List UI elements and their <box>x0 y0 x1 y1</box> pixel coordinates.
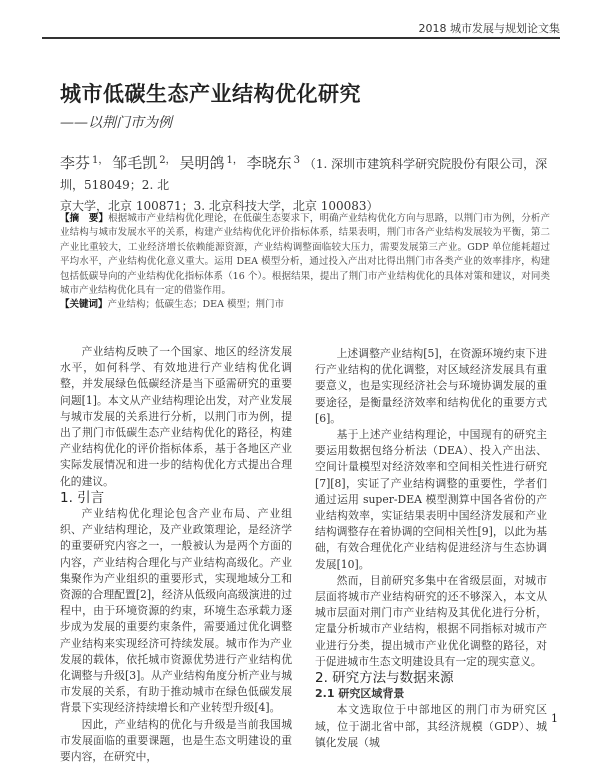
body-paragraph: 基于上述产业结构理论，中国现有的研究主要运用数据包络分析法（DEA）、投入产出法、空间计量模型对经济效率和空间相关性进行研究[7][8]，实证了产业结构调整的重要性，学者们通过运用 super-DEA 模型测算中国各省份的产业结构效率，实证结果表明中国经济发展和产业结构调整存在着协调的空间相关性[9]，以此为基础，有效合理优化产业结构促进经济与生态协调发展[10]。 <box>315 428 547 571</box>
affiliation-line-1: （1. 深圳市建筑科学研究院股份有限公司，深圳，518049；2. 北 <box>60 157 548 192</box>
author-sup: 1， <box>92 155 109 166</box>
author-name: 李晓东 <box>246 154 292 172</box>
abstract-label: 【摘 要】 <box>60 213 109 224</box>
author-sup: 1， <box>226 155 243 166</box>
page-number: 1 <box>551 712 558 725</box>
author-name: 邹毛凯 <box>112 154 158 172</box>
keywords-text: 产业结构；低碳生态；DEA 模型；荆门市 <box>107 299 284 311</box>
author-name: 李芬 <box>60 154 91 172</box>
author-block <box>60 150 550 217</box>
header-rule <box>42 37 560 39</box>
body-paragraph: 上述调整产业结构[5]，在资源环境约束下进行产业结构的优化调整，对区域经济发展具有重要意义，也是实现经济社会与环境协调发展的重要途径，是衡量经济效率和结构优化的重要方式[6]。 <box>315 347 547 425</box>
paper-title: 城市低碳生态产业结构优化研究 <box>60 82 361 106</box>
subsection-heading: 2.1 研究区域背景 <box>315 687 405 701</box>
right-column <box>315 346 547 751</box>
section-heading: 1. 引言 <box>60 489 105 506</box>
paper-subtitle: ——以荆门市为例 <box>60 115 172 131</box>
section-heading: 2. 研究方法与数据来源 <box>315 670 454 687</box>
body-paragraph: 本文选取位于中部地区的荆门市为研究区域，位于湖北省中部，其经济规模（GDP）、城镇化发展（城 <box>315 703 547 749</box>
body-paragraph: 然而，目前研究多集中在省级层面，对城市层面将城市产业结构研究的还不够深入，本文从城市层面对荆门市产业结构及其优化进行分析，定量分析城市产业结构，根据不同指标对城市产业进行分类，提出城市产业优化调整的路径，对于促进城市生态文明建设具有一定的现实意义。 <box>315 573 547 668</box>
abstract-block <box>60 212 550 313</box>
author-sup: 2， <box>159 155 176 166</box>
abstract-text: 根据城市产业结构优化理论，在低碳生态要求下，明确产业结构优化方向与思路，以荆门市为例，分析产业结构与城市发展水平的关系，构建产业结构优化评价指标体系，结果表明，荆门市各产业结构发展较为平衡，第二产业比重较大，工业经济增长依赖能源资源，产业结构调整面临较大压力，需要发展第三产业。GDP 单位能耗超过平均水平，产业结构优化意义重大。运用 DEA 模型分析，通过投入产出对比得出荆门市各类产业的效率排序，构建包括低碳导向的产业结构优化指标体系（16 个）。根据结果，提出了荆门市产业结构优化的具体对策和建议，对同类城市产业结构优化具有一定的借鉴作用。 <box>60 213 550 297</box>
left-column <box>60 344 292 765</box>
affiliation-line-2: 京大学，北京 100871；3. 北京科技大学，北京 100083） <box>60 199 379 213</box>
body-paragraph: 因此，产业结构的优化与升级是当前我国城市发展面临的重要课题，也是生态文明建设的重要内容，在研究中， <box>60 717 292 764</box>
keywords-label: 【关键词】 <box>60 299 108 311</box>
author-name: 吴明鸽 <box>179 154 225 172</box>
body-paragraph: 产业结构反映了一个国家、地区的经济发展水平，如何科学、有效地进行产业结构优化调整，并发展绿色低碳经济是当下亟需研究的重要问题[1]。本文从产业结构理论出发，对产业发展与城市发展的关系进行分析，以荆门市为例，提出了荆门市低碳生态产业结构优化的路径，构建产业结构优化的评价指标体系，基于各地区产业实际发展情况和进一步的结构优化方式提出合理化的建议。 <box>60 345 292 488</box>
author-sup: 3 <box>293 155 301 166</box>
body-paragraph: 产业结构优化理论包含产业布局、产业组织、产业结构理论，及产业政策理论，是经济学的重要研究内容之一，一般被认为是两个方面的内容，产业结构合理化与产业结构高级化。产业集聚作为产业组织的重要形式，实现地域分工和资源的合理配置[2]，经济从低级向高级演进的过程中，由于环境资源的约束，环境生态承载力逐步成为发展的重要约束条件，需要通过优化调整产业结构来实现经济可持续发展。城市作为产业发展的载体，依托城市资源优势进行产业结构优化调整与升级[3]。从产业结构角度分析产业与城市发展的关系，有助于推动城市在绿色低碳发展背景下实现经济持续增长和产业转型升级[4]。 <box>60 507 292 715</box>
running-head: 2018 城市发展与规划论文集 <box>418 22 560 35</box>
